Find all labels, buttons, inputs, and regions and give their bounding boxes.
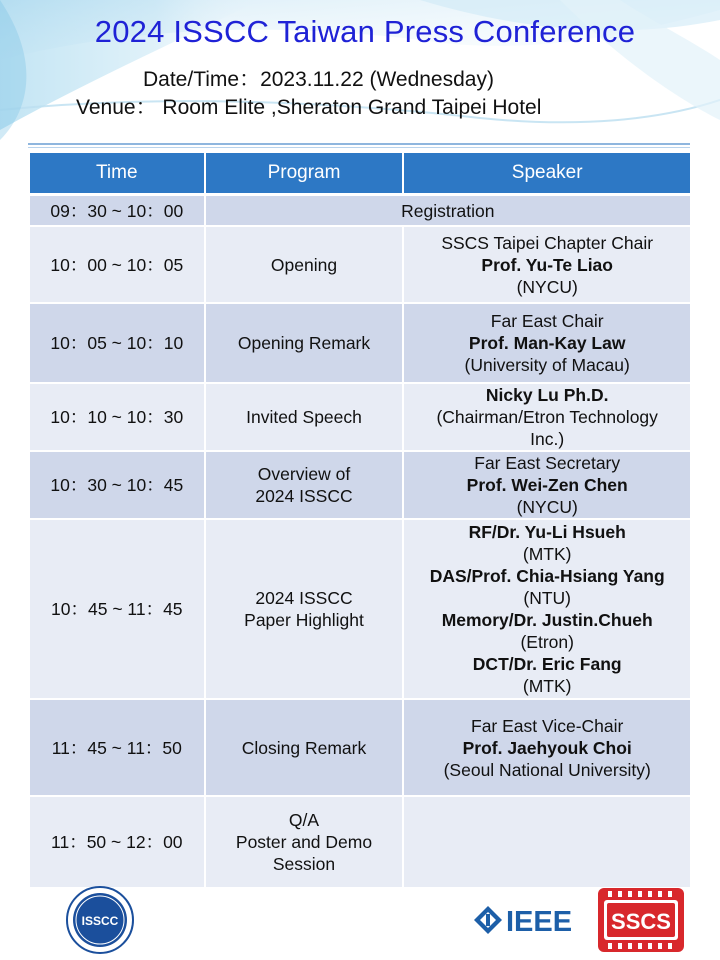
program-text: Overview of [257, 464, 351, 484]
sscs-logo [598, 888, 684, 952]
program-cell [206, 196, 690, 227]
page-title: 2024 ISSCC Taiwan Press Conference [94, 14, 636, 49]
column-header-speaker: Speaker [404, 153, 690, 196]
speaker-name: Prof. Wei-Zen Chen [466, 475, 628, 495]
table-row [30, 797, 690, 889]
table-row [30, 304, 690, 384]
program-text: Paper Highlight [244, 610, 364, 630]
speaker-name: Prof. Man-Kay Law [468, 333, 626, 353]
speaker-detail: Inc.) [530, 429, 565, 449]
column-header-time: Time [30, 153, 206, 196]
speaker-detail: (NYCU) [516, 276, 578, 297]
venue: Venue： Room Elite ,Sheraton Grand Taipei Hotel [76, 96, 542, 119]
program-cell [206, 520, 405, 700]
program-text: Opening [270, 254, 338, 275]
speaker-cell [404, 797, 690, 889]
program-text: Session [272, 854, 336, 874]
speaker-name: Nicky Lu Ph.D. [485, 385, 609, 405]
speaker-detail: (University of Macau) [464, 355, 630, 375]
program-text: Opening Remark [237, 333, 371, 353]
time-cell: 10：05 ~ 10：10 [30, 304, 206, 384]
program-cell [206, 384, 405, 452]
speaker-cell [404, 384, 690, 452]
speaker-cell [404, 700, 690, 797]
divider-line [28, 147, 690, 148]
time-cell: 09：30 ~ 10：00 [30, 196, 206, 227]
ieee-logo [472, 900, 594, 940]
program-text: Poster and Demo [235, 832, 373, 852]
speaker-detail: SSCS Taipei Chapter Chair [441, 232, 654, 253]
speaker-cell [404, 452, 690, 520]
speaker-cell [404, 304, 690, 384]
date-time: Date/Time：2023.11.22 (Wednesday) [143, 68, 494, 91]
speaker-detail: (MTK) [522, 676, 572, 696]
speaker-name: DAS/Prof. Chia-Hsiang Yang [429, 566, 665, 586]
program-text: 2024 ISSCC [255, 486, 353, 506]
table-row [30, 196, 690, 227]
speaker-detail: Far East Secretary [474, 453, 621, 473]
program-cell [206, 227, 405, 304]
speaker-name: Memory/Dr. Justin.Chueh [441, 610, 653, 630]
sscs-logo-text: SSCS [611, 909, 671, 934]
speaker-cell [404, 227, 690, 304]
speaker-detail: (NTU) [523, 588, 571, 608]
table-row [30, 384, 690, 452]
ieee-logo-text: IEEE [506, 906, 573, 938]
table-row [30, 227, 690, 304]
speaker-detail: (NYCU) [516, 497, 578, 517]
divider-line [28, 143, 690, 145]
program-cell [206, 700, 405, 797]
program-text: Closing Remark [241, 737, 367, 758]
table-header-row [30, 153, 690, 196]
speaker-detail: Far East Chair [490, 311, 604, 331]
table-row [30, 452, 690, 520]
speaker-detail: (MTK) [522, 544, 572, 564]
speaker-detail: (Etron) [520, 632, 574, 652]
schedule-body [30, 196, 690, 889]
speaker-name: DCT/Dr. Eric Fang [472, 654, 622, 674]
program-cell [206, 797, 405, 889]
speaker-name: Prof. Jaehyouk Choi [462, 737, 632, 758]
speaker-name: RF/Dr. Yu-Li Hsueh [468, 522, 626, 542]
table-row [30, 700, 690, 797]
speaker-detail: Far East Vice-Chair [471, 715, 624, 736]
isscc-logo [66, 886, 134, 954]
speaker-cell [404, 520, 690, 700]
program-cell [206, 304, 405, 384]
speaker-detail: (Chairman/Etron Technology [436, 407, 658, 427]
speaker-detail: (Seoul National University) [443, 759, 651, 780]
column-header-program: Program [206, 153, 405, 196]
program-text: Invited Speech [246, 407, 362, 427]
program-text: Registration [401, 200, 495, 221]
time-cell: 11：50 ~ 12：00 [30, 797, 206, 889]
program-text: Q/A [288, 810, 320, 830]
time-cell: 10：00 ~ 10：05 [30, 227, 206, 304]
time-cell: 10：10 ~ 10：30 [30, 384, 206, 452]
program-text: 2024 ISSCC [255, 588, 353, 608]
program-cell [206, 452, 405, 520]
schedule-table [30, 153, 690, 889]
time-cell: 11：45 ~ 11：50 [30, 700, 206, 797]
time-cell: 10：45 ~ 11：45 [30, 520, 206, 700]
time-cell: 10：30 ~ 10：45 [30, 452, 206, 520]
isscc-logo-text: ISSCC [81, 914, 119, 928]
speaker-name: Prof. Yu-Te Liao [481, 254, 613, 275]
table-row [30, 520, 690, 700]
